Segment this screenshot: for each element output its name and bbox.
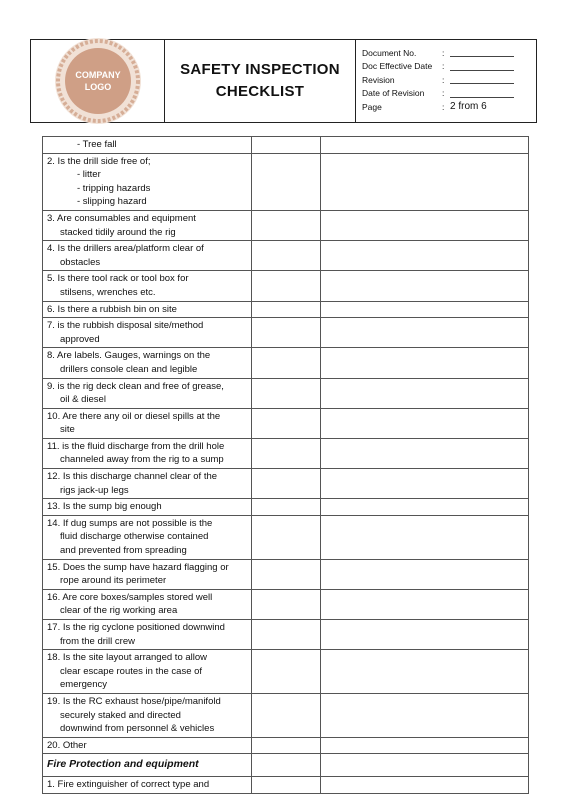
question-cell — [43, 737, 252, 754]
question-text: 4. Is the drillers area/platform clear of — [47, 243, 204, 255]
question-text: 13. Is the sump big enough — [47, 501, 162, 513]
answer-cell[interactable] — [252, 153, 321, 210]
question-cell — [43, 348, 252, 378]
question-text: rope around its perimeter — [60, 575, 167, 587]
question-text: from the drill crew — [60, 635, 135, 647]
remarks-cell[interactable] — [321, 318, 529, 348]
meta-row — [362, 87, 536, 101]
question-cell — [43, 620, 252, 650]
question-text: 10. Are there any oil or diesel spills at the — [47, 410, 221, 422]
question-text: - litter — [77, 169, 101, 181]
question-text: downwind from personnel & vehicles — [60, 723, 215, 735]
table-row — [43, 271, 529, 301]
question-cell — [43, 137, 252, 154]
question-text: 1. Fire extinguisher of correct type and — [47, 778, 210, 790]
question-text: obstacles — [60, 256, 101, 268]
table-row — [43, 650, 529, 694]
meta-blank-field[interactable] — [450, 75, 514, 84]
answer-cell[interactable] — [252, 469, 321, 499]
question-cell — [43, 515, 252, 559]
question-text: 5. Is there tool rack or tool box for — [47, 273, 189, 285]
table-row — [43, 693, 529, 737]
svg-text:COMPANY: COMPANY — [74, 70, 121, 80]
question-text: 12. Is this discharge channel clear of the — [47, 471, 218, 483]
question-cell — [43, 210, 252, 240]
question-text: stilsens, wrenches etc. — [60, 286, 156, 298]
question-text: rigs jack-up legs — [60, 484, 129, 496]
remarks-cell[interactable] — [321, 515, 529, 559]
meta-colon: : — [442, 101, 445, 112]
question-cell — [43, 153, 252, 210]
remarks-cell[interactable] — [321, 737, 529, 754]
question-text: site — [60, 424, 75, 436]
question-cell — [43, 559, 252, 589]
remarks-cell[interactable] — [321, 378, 529, 408]
meta-blank-field[interactable] — [450, 62, 514, 71]
remarks-cell[interactable] — [321, 153, 529, 210]
question-cell — [43, 378, 252, 408]
table-row — [43, 589, 529, 619]
question-text: 14. If dug sumps are not possible is the — [47, 517, 213, 529]
table-row — [43, 559, 529, 589]
answer-cell[interactable] — [252, 650, 321, 694]
question-cell — [43, 301, 252, 318]
meta-colon: : — [442, 74, 445, 85]
answer-cell[interactable] — [252, 737, 321, 754]
answer-cell[interactable] — [252, 620, 321, 650]
logo-cell — [31, 40, 165, 122]
meta-colon: : — [442, 88, 445, 99]
question-text: stacked tidily around the rig — [60, 226, 176, 238]
answer-cell[interactable] — [252, 776, 321, 793]
answer-cell[interactable] — [252, 499, 321, 516]
question-text: 6. Is there a rubbish bin on site — [47, 303, 177, 315]
remarks-cell[interactable] — [321, 210, 529, 240]
remarks-cell[interactable] — [321, 776, 529, 793]
question-text: clear escape routes in the case of — [60, 665, 203, 677]
question-text: - Tree fall — [77, 139, 117, 150]
remarks-cell[interactable] — [321, 301, 529, 318]
table-row — [43, 301, 529, 318]
question-text: 17. Is the rig cyclone positioned downwind — [47, 622, 225, 633]
question-text: 3. Are consumables and equipment — [47, 212, 196, 224]
remarks-cell[interactable] — [321, 271, 529, 301]
table-row — [43, 348, 529, 378]
question-text: oil & diesel — [60, 394, 106, 406]
company-logo-icon — [53, 36, 143, 126]
answer-cell[interactable] — [252, 438, 321, 468]
question-text: emergency — [60, 679, 107, 691]
question-text: approved — [60, 333, 100, 345]
question-text: fluid discharge otherwise contained — [60, 531, 209, 543]
question-text: - tripping hazards — [77, 182, 151, 194]
document-title — [165, 40, 356, 122]
meta-colon: : — [442, 61, 445, 72]
question-text: and prevented from spreading — [60, 545, 187, 557]
table-row — [43, 776, 529, 793]
table-row — [43, 469, 529, 499]
table-row — [43, 438, 529, 468]
remarks-cell[interactable] — [321, 469, 529, 499]
question-text: channeled away from the rig to a sump — [60, 454, 224, 466]
section-row — [43, 754, 529, 777]
meta-row — [362, 60, 536, 74]
answer-cell[interactable] — [252, 515, 321, 559]
question-text: 2. Is the drill side free of; — [47, 155, 151, 167]
meta-blank-field[interactable] — [450, 89, 514, 98]
answer-cell[interactable] — [252, 271, 321, 301]
question-cell — [43, 499, 252, 516]
answer-cell[interactable] — [252, 318, 321, 348]
question-cell: Fire Protection and equipment — [43, 754, 252, 777]
question-text: 11. is the fluid discharge from the drill hole — [47, 440, 225, 452]
table-row — [43, 153, 529, 210]
question-text: 9. is the rig deck clean and free of grease, — [47, 380, 224, 392]
meta-blank-field[interactable] — [450, 48, 514, 57]
question-text: 15. Does the sump have hazard flagging or — [47, 561, 229, 573]
meta-label: Document No. — [362, 47, 417, 58]
meta-label: Page — [362, 101, 382, 112]
question-cell — [43, 650, 252, 694]
question-cell — [43, 271, 252, 301]
question-text: 7. is the rubbish disposal site/method — [47, 320, 204, 332]
table-row — [43, 378, 529, 408]
table-row — [43, 737, 529, 754]
meta-label: Doc Effective Date — [362, 61, 433, 72]
remarks-cell[interactable] — [321, 438, 529, 468]
answer-cell[interactable] — [252, 754, 321, 777]
table-row — [43, 515, 529, 559]
table-row — [43, 318, 529, 348]
answer-cell[interactable] — [252, 301, 321, 318]
table-row — [43, 408, 529, 438]
svg-text:LOGO: LOGO — [84, 82, 111, 92]
document-header — [30, 39, 537, 123]
answer-cell[interactable] — [252, 693, 321, 737]
remarks-cell[interactable] — [321, 559, 529, 589]
title-line-1: SAFETY INSPECTION — [180, 61, 340, 78]
table-row — [43, 241, 529, 271]
table-row — [43, 137, 529, 154]
meta-label: Revision — [362, 74, 395, 85]
remarks-cell[interactable] — [321, 241, 529, 271]
meta-colon: : — [442, 47, 445, 58]
answer-cell[interactable] — [252, 589, 321, 619]
question-cell — [43, 318, 252, 348]
answer-cell[interactable] — [252, 348, 321, 378]
question-cell — [43, 408, 252, 438]
meta-value: 2 from 6 — [450, 101, 487, 113]
question-text: 16. Are core boxes/samples stored well — [47, 591, 213, 603]
question-cell — [43, 438, 252, 468]
answer-cell[interactable] — [252, 210, 321, 240]
question-cell — [43, 776, 252, 793]
question-text: - slipping hazard — [77, 196, 147, 208]
question-text: 20. Other — [47, 739, 87, 751]
table-row — [43, 620, 529, 650]
table-row — [43, 499, 529, 516]
question-cell — [43, 241, 252, 271]
answer-cell[interactable] — [252, 378, 321, 408]
answer-cell[interactable] — [252, 559, 321, 589]
remarks-cell[interactable] — [321, 620, 529, 650]
remarks-cell[interactable] — [321, 693, 529, 737]
remarks-cell[interactable] — [321, 650, 529, 694]
question-text: 19. Is the RC exhaust hose/pipe/manifold — [47, 695, 221, 707]
document-meta — [356, 40, 536, 122]
question-text: securely staked and directed — [60, 709, 181, 721]
meta-row — [362, 100, 536, 114]
remarks-cell[interactable] — [321, 499, 529, 516]
meta-row — [362, 73, 536, 87]
inspection-checklist-table — [42, 136, 529, 794]
question-cell — [43, 693, 252, 737]
remarks-cell[interactable] — [321, 408, 529, 438]
remarks-cell[interactable] — [321, 754, 529, 777]
question-cell — [43, 589, 252, 619]
question-cell — [43, 469, 252, 499]
meta-row — [362, 46, 536, 60]
question-text: 8. Are labels. Gauges, warnings on the — [47, 350, 211, 362]
question-text: clear of the rig working area — [60, 605, 178, 617]
remarks-cell[interactable] — [321, 348, 529, 378]
title-line-2: CHECKLIST — [215, 83, 305, 100]
meta-label: Date of Revision — [362, 88, 425, 99]
answer-cell[interactable] — [252, 241, 321, 271]
remarks-cell[interactable] — [321, 589, 529, 619]
question-text: 18. Is the site layout arranged to allow — [47, 652, 208, 664]
table-row — [43, 210, 529, 240]
remarks-cell[interactable] — [321, 137, 529, 154]
answer-cell[interactable] — [252, 408, 321, 438]
question-text: drillers console clean and legible — [60, 363, 198, 375]
answer-cell[interactable] — [252, 137, 321, 154]
